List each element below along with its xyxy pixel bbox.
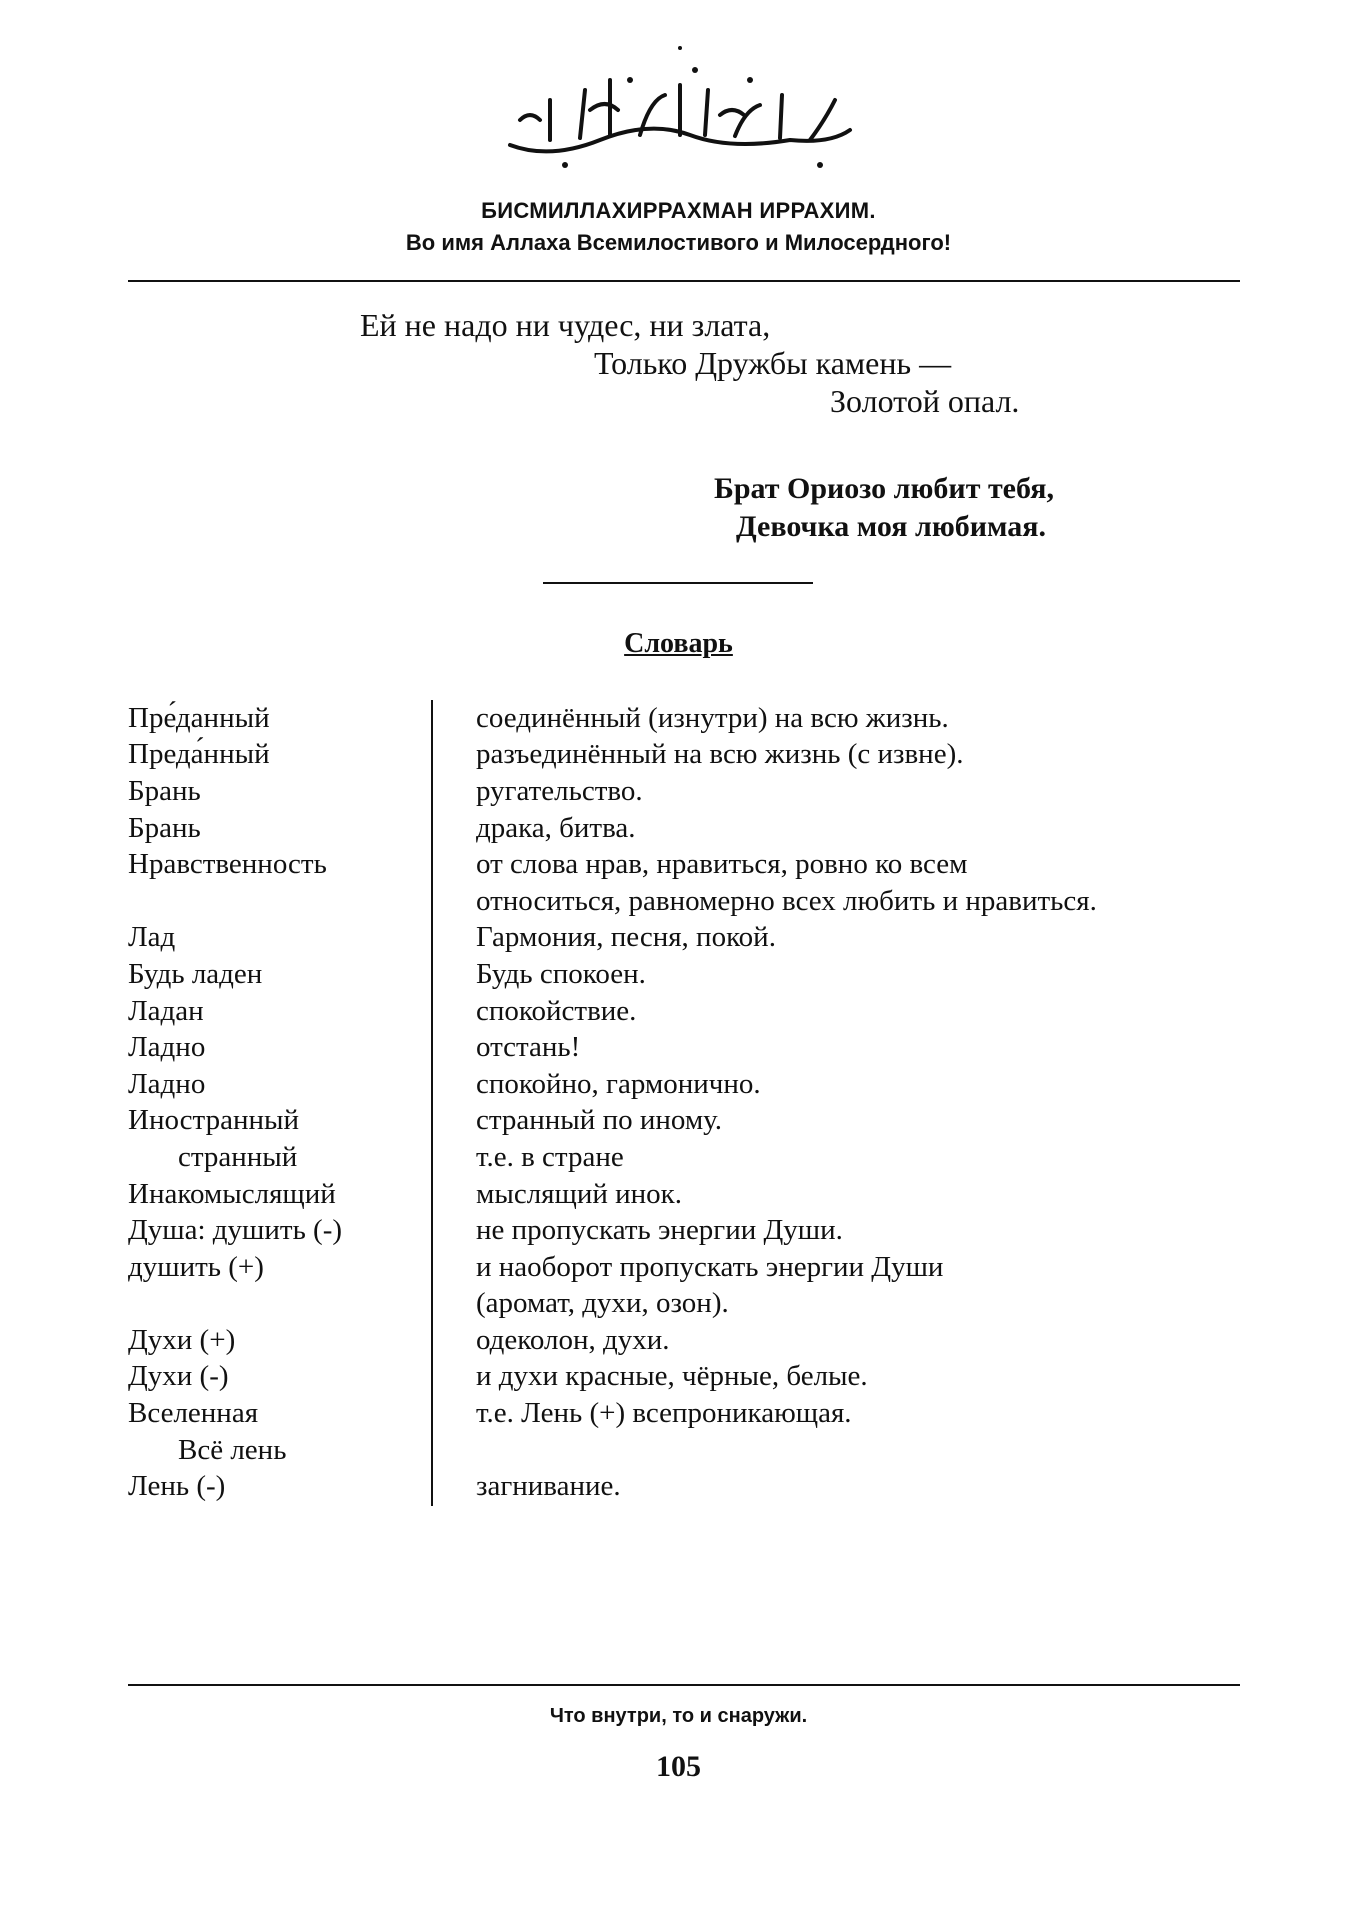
glossary-definition: (аромат, духи, озон). — [476, 1287, 729, 1320]
glossary-row — [128, 1103, 1248, 1140]
glossary-definition: ругательство. — [476, 774, 643, 807]
glossary-row — [128, 883, 1248, 920]
glossary-term: Ладно — [128, 1031, 206, 1064]
glossary-definition: разъединённый на всю жизнь (с извне). — [476, 738, 964, 771]
glossary-row — [128, 1432, 1248, 1469]
glossary-definition: странный по иному. — [476, 1104, 723, 1137]
glossary-term: Нравственность — [128, 848, 327, 881]
glossary-definition: относиться, равномерно всех любить и нравиться. — [476, 884, 1097, 917]
glossary-definition: спокойно, гармонично. — [476, 1067, 761, 1100]
glossary-row — [128, 1468, 1248, 1505]
glossary-term: Духи (+) — [128, 1323, 236, 1356]
glossary-definition: Будь спокоен. — [476, 957, 646, 990]
glossary-row — [128, 773, 1248, 810]
glossary-definition: и духи красные, чёрные, белые. — [476, 1360, 868, 1393]
glossary-row — [128, 1359, 1248, 1396]
glossary-row — [128, 1029, 1248, 1066]
glossary-row — [128, 993, 1248, 1030]
poem-line: Золотой опал. — [830, 383, 1020, 419]
header-divider — [128, 280, 1240, 282]
glossary-term: Лень (-) — [128, 1470, 226, 1503]
glossary-row — [128, 1322, 1248, 1359]
glossary-row — [128, 1212, 1248, 1249]
glossary-row — [128, 1176, 1248, 1213]
glossary-term: Ладан — [128, 994, 204, 1027]
glossary-term: Всё лень — [178, 1433, 287, 1466]
glossary-term: Лад — [128, 921, 176, 954]
glossary-row — [128, 1395, 1248, 1432]
glossary-row — [128, 810, 1248, 847]
glossary-row — [128, 1249, 1248, 1286]
glossary-term: Вселенная — [128, 1397, 259, 1430]
poem-line: Ей не надо ни чудес, ни злата, — [360, 307, 771, 343]
glossary-definition: соединённый (изнутри) на всю жизнь. — [476, 701, 949, 734]
glossary-definition: Гармония, песня, покой. — [476, 921, 776, 954]
glossary-term: душить (+) — [128, 1250, 264, 1283]
glossary-definition: т.е. Лень (+) всепроникающая. — [476, 1397, 852, 1430]
glossary-row — [128, 700, 1248, 737]
glossary-term: Ладно — [128, 1067, 206, 1100]
poem-line: Только Дружбы камень — — [594, 345, 952, 381]
glossary-row — [128, 1139, 1248, 1176]
footer-divider — [128, 1684, 1240, 1686]
glossary-term: Брань — [128, 774, 201, 807]
glossary-row — [128, 1066, 1248, 1103]
glossary-definition: загнивание. — [476, 1470, 621, 1503]
glossary-row — [128, 920, 1248, 957]
header-subtitle: Во имя Аллаха Всемилостивого и Милосердного! — [405, 230, 952, 255]
glossary-definition: от слова нрав, нравиться, ровно ко всем — [476, 848, 968, 881]
footer-motto: Что внутри, то и снаружи. — [549, 1705, 808, 1727]
glossary-definition: драка, битва. — [476, 811, 636, 844]
section-divider — [543, 582, 813, 584]
glossary-definition: т.е. в стране — [476, 1140, 624, 1173]
glossary-definition: одеколон, духи. — [476, 1323, 670, 1356]
page-number: 105 — [656, 1750, 701, 1783]
glossary-row — [128, 1286, 1248, 1323]
dedication-line: Брат Ориозо любит тебя, — [714, 472, 1054, 505]
glossary-term: Духи (-) — [128, 1360, 229, 1393]
bismillah-calligraphy-logo — [490, 40, 870, 180]
glossary-row — [128, 846, 1248, 883]
glossary-row — [128, 956, 1248, 993]
glossary-term: Иностранный — [128, 1104, 299, 1137]
glossary-term: Преда́нный — [128, 738, 270, 771]
glossary-term: Пре́данный — [128, 701, 270, 734]
glossary-definition: спокойствие. — [476, 994, 637, 1027]
glossary-table — [128, 700, 1248, 1505]
glossary-definition: отстань! — [476, 1031, 581, 1064]
glossary-term: Инакомыслящий — [128, 1177, 336, 1210]
dedication-line: Девочка моя любимая. — [736, 510, 1046, 543]
glossary-term: Брань — [128, 811, 201, 844]
glossary-title: Словарь — [624, 628, 733, 659]
glossary-term: странный — [178, 1140, 298, 1173]
glossary-term: Будь ладен — [128, 957, 263, 990]
glossary-row — [128, 737, 1248, 774]
header-title: БИСМИЛЛАХИРРАХМАН ИРРАХИМ. — [481, 198, 876, 223]
glossary-definition: и наоборот пропускать энергии Души — [476, 1250, 944, 1283]
glossary-definition: мыслящий инок. — [476, 1177, 683, 1210]
glossary-term: Душа: душить (-) — [128, 1214, 343, 1247]
glossary-definition: не пропускать энергии Души. — [476, 1214, 843, 1247]
